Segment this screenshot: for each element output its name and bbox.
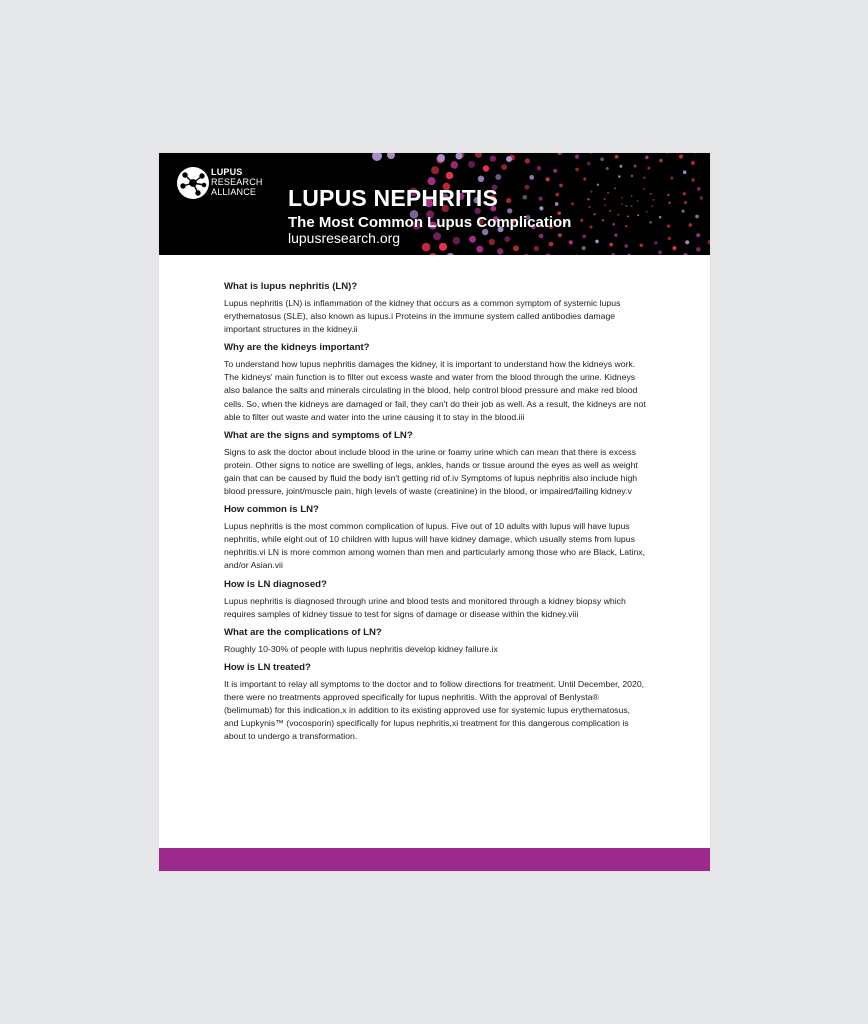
decorative-dot: [650, 193, 652, 195]
decorative-dot: [534, 246, 539, 251]
decorative-dot: [602, 219, 605, 222]
decorative-dot: [433, 232, 441, 240]
decorative-dot: [587, 162, 591, 166]
decorative-dot: [659, 159, 663, 163]
decorative-dot: [609, 210, 611, 212]
decorative-dot: [589, 153, 593, 154]
decorative-dot: [626, 205, 628, 207]
decorative-dot: [614, 234, 617, 237]
decorative-dot: [654, 241, 658, 245]
decorative-dot: [621, 203, 623, 205]
decorative-dot: [643, 188, 645, 190]
decorative-dot: [439, 243, 447, 251]
section-text-what-is-ln: Lupus nephritis (LN) is inflammation of the kidney that occurs as a common symptom of systemic lupus erythematosus (SLE), also known as lupus.i Proteins in the immune system called antibodies damage important structures in the kidney.ii: [224, 298, 621, 335]
decorative-dot: [659, 216, 662, 219]
logo-network-icon: [176, 166, 210, 200]
section-heading-how-common: How common is LN?: [224, 504, 319, 516]
decorative-dot: [679, 155, 683, 159]
decorative-dot: [523, 254, 529, 255]
decorative-dot: [469, 236, 476, 243]
decorative-dot: [525, 158, 530, 163]
decorative-dot: [468, 161, 475, 168]
decorative-dot: [571, 202, 574, 205]
section-text-complications: Roughly 10-30% of people with lupus nephritis develop kidney failure.ix: [224, 643, 498, 654]
decorative-dot: [684, 201, 687, 204]
decorative-dot: [683, 170, 687, 174]
decorative-dot: [646, 211, 648, 213]
section-heading-treated: How is LN treated?: [224, 661, 311, 673]
decorative-dot: [593, 213, 596, 216]
decorative-dot: [490, 155, 496, 161]
decorative-dot: [618, 175, 621, 178]
decorative-dot: [513, 245, 519, 251]
decorative-dot: [529, 175, 534, 180]
decorative-dot: [478, 176, 484, 182]
section-text-how-common: Lupus nephritis is the most common complication of lupus. Five out of 10 adults with lupus will have lupus nephritis, while eight out of 10 children with lupus will have kidney damage, which usually stems from lupus nephritis.vi LN is more common among women than men and particularly among those who are Black, Latinx, and/or Asian.vii: [224, 521, 646, 571]
header-banner: [159, 153, 710, 255]
logo-wordmark: [211, 167, 263, 197]
decorative-dot: [615, 155, 619, 159]
decorative-dot: [546, 177, 550, 181]
decorative-dot: [667, 194, 670, 197]
decorative-dot: [617, 214, 619, 216]
section-text-signs-symptoms: Signs to ask the doctor about include blood in the urine or foamy urine which can mean that there is excess protein. Other signs to notice are swelling of legs, ankles, hands or tissue around the eyes as well as weight gain that can be caused by fluid the body isn't getting rid of.iv Symptoms of lupus nephritis also include high blood pressure, joint/muscle pain, high levels of waste (creatinine) in the blood, or impaired/failing kidney.v: [224, 446, 638, 497]
decorative-dot: [555, 193, 559, 197]
decorative-dot: [489, 239, 495, 245]
decorative-dot: [422, 243, 431, 252]
decorative-dot: [627, 215, 629, 217]
decorative-dot: [637, 200, 639, 202]
decorative-dot: [569, 240, 573, 244]
decorative-dot: [553, 169, 557, 173]
decorative-dot: [624, 244, 628, 248]
section-text-treated: It is important to relay all symptoms to the doctor and to follow directions for treatment. Until December, 2020, there were no treatments approved specifically for lupus nephritis. With the approval of Benlysta® (belimumab) for this indication,x in addition to its existing approved use for systemic lupus erythematosus, and Lupkynis™ (vocosporin) specifically for lupus nephritis,xi treatment for this dangerous complication is about to undergo a transformation.: [224, 678, 645, 742]
section-text-diagnosed: Lupus nephritis is diagnosed through urine and blood tests and monitored through a kidney biopsy which requires samples of kidney tissue to test for signs of damage or disease within the kidney.viii: [224, 595, 626, 619]
decorative-dot: [643, 176, 646, 179]
decorative-dot: [611, 253, 615, 255]
decorative-dot: [685, 240, 689, 244]
decorative-dot: [506, 198, 511, 203]
decorative-dot: [670, 177, 673, 180]
footer-color-bar: [159, 848, 710, 871]
section-heading-diagnosed: How is LN diagnosed?: [224, 578, 327, 590]
decorative-dot: [446, 253, 454, 255]
decorative-dot: [583, 178, 586, 181]
decorative-dot: [539, 197, 543, 201]
decorative-dot: [631, 195, 633, 197]
decorative-dot: [691, 178, 695, 182]
decorative-dot: [645, 156, 649, 160]
decorative-dot: [595, 240, 599, 244]
decorative-dot: [537, 166, 542, 171]
decorative-dot: [475, 153, 482, 158]
decorative-dot: [683, 192, 686, 195]
decorative-dot: [590, 190, 593, 193]
page-subtitle: The Most Common Lupus Complication: [288, 214, 572, 231]
decorative-dot: [699, 196, 703, 200]
logo-line-2: RESEARCH: [211, 177, 263, 187]
decorative-dot: [507, 208, 512, 213]
decorative-dot: [604, 204, 606, 206]
section-heading-what-is-ln: What is lupus nephritis (LN)?: [224, 281, 358, 292]
decorative-dot: [625, 225, 628, 228]
decorative-dot: [495, 174, 501, 180]
section-heading-kidneys-important: Why are the kidneys important?: [224, 342, 370, 354]
decorative-dot: [506, 156, 512, 162]
decorative-dot: [558, 233, 562, 237]
decorative-dot: [691, 161, 695, 165]
logo-line-3: ALLIANCE: [211, 187, 257, 197]
decorative-dot: [606, 167, 609, 170]
decorative-dot: [607, 192, 609, 194]
decorative-dot: [600, 157, 604, 161]
decorative-dot: [614, 187, 616, 189]
decorative-dot: [575, 155, 579, 159]
decorative-dot: [539, 206, 543, 210]
organization-logo: [176, 165, 276, 205]
decorative-dot: [539, 234, 544, 239]
flyer-page: [159, 153, 710, 871]
website-link[interactable]: lupusresearch.org: [288, 230, 401, 246]
decorative-dot: [672, 246, 676, 250]
logo-line-1: LUPUS: [211, 167, 243, 177]
decorative-dot: [549, 242, 554, 247]
decorative-dot: [429, 253, 438, 255]
decorative-dot: [522, 195, 527, 200]
decorative-dot: [609, 243, 613, 247]
decorative-dot: [476, 246, 483, 253]
decorative-dot: [453, 237, 461, 245]
section-heading-signs-symptoms: What are the signs and symptoms of LN?: [224, 429, 413, 441]
decorative-dot: [682, 210, 685, 213]
decorative-dot: [559, 184, 563, 188]
decorative-dot: [427, 177, 435, 185]
decorative-dot: [372, 153, 382, 161]
section-heading-complications: What are the complications of LN?: [224, 626, 382, 638]
decorative-dot: [631, 205, 633, 207]
decorative-dot: [688, 223, 692, 227]
decorative-dot: [667, 237, 671, 241]
decorative-dot: [621, 197, 623, 199]
decorative-dot: [483, 165, 489, 171]
decorative-dot: [580, 219, 583, 222]
decorative-dot: [668, 202, 671, 205]
decorative-dot: [647, 167, 650, 170]
decorative-dot: [612, 223, 615, 226]
decorative-dot: [446, 172, 454, 180]
decorative-dot: [501, 164, 507, 170]
decorative-dot: [707, 240, 710, 245]
decorative-dot: [604, 198, 606, 200]
decorative-dot: [431, 166, 439, 174]
decorative-dot: [649, 221, 652, 224]
decorative-dot: [697, 187, 701, 191]
decorative-dot: [589, 225, 592, 228]
decorative-dot: [696, 233, 700, 237]
decorative-dot: [582, 235, 586, 239]
article-body: [224, 281, 646, 749]
decorative-dot: [451, 161, 459, 169]
decorative-dot: [597, 184, 600, 187]
decorative-dot: [387, 153, 395, 159]
page-title: LUPUS NEPHRITIS: [288, 185, 499, 211]
decorative-dot: [525, 185, 530, 190]
decorative-dot: [575, 168, 579, 172]
decorative-dot: [695, 215, 699, 219]
decorative-dot: [637, 214, 639, 216]
decorative-dot: [557, 153, 562, 155]
decorative-dot: [456, 153, 463, 160]
decorative-dot: [651, 205, 653, 207]
decorative-dot: [588, 206, 591, 209]
decorative-dot: [545, 254, 550, 255]
decorative-dot: [587, 198, 590, 201]
decorative-dot: [667, 225, 670, 228]
decorative-dot: [658, 250, 662, 254]
decorative-dot: [504, 236, 510, 242]
decorative-dot: [582, 246, 586, 250]
decorative-dot: [631, 175, 634, 178]
decorative-dot: [653, 199, 655, 201]
decorative-dot: [497, 248, 503, 254]
decorative-dot: [665, 153, 669, 154]
decorative-dot: [619, 165, 622, 168]
decorative-dot: [555, 202, 559, 206]
section-text-kidneys-important: To understand how lupus nephritis damages the kidney, it is important to understand how the kidneys work. The kidneys' main function is to filter out excess waste and water from the blood through the urine. Kidneys also balance the salts and minerals circulating in the blood, help control blood pressure and make red blood cells. So, when the kidneys are damaged or fail, they can't do their job as well. As a result, the kidneys are not able to filter out waste and water into the urine causing it to stay in the blood.iii: [224, 359, 646, 422]
decorative-dot: [437, 154, 445, 162]
decorative-dot: [696, 247, 701, 252]
decorative-dot: [634, 165, 637, 168]
decorative-dot: [683, 253, 688, 255]
decorative-dot: [639, 243, 643, 247]
decorative-dot: [627, 254, 631, 255]
